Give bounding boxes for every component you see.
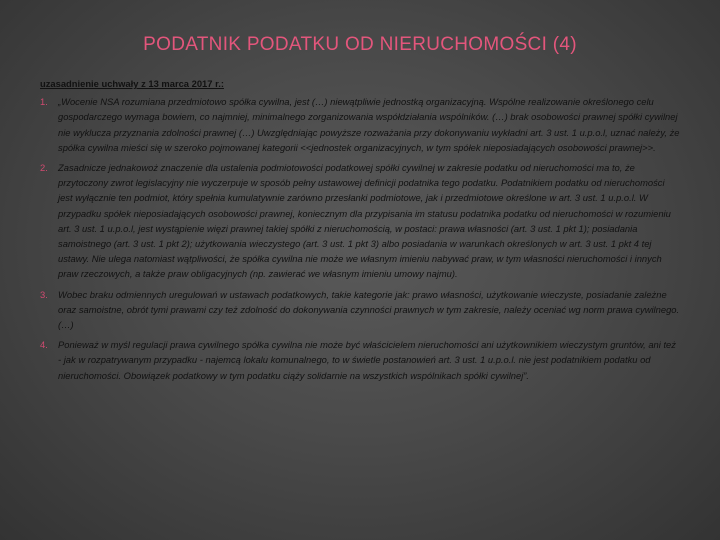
list-item-3	[40, 287, 680, 333]
section-heading: uzasadnienie uchwały z 13 marca 2017 r.:	[40, 78, 224, 89]
item-text: Ponieważ w myśl regulacji prawa cywilnego spółka cywilna nie może być właścicielem nieruchomości ani użytkownikiem wieczystym gruntów, ani też - jak w rozpatrywanym przypadku - najemcą lokalu komunalnego, to w świetle postanowień art. 3 ust. 1 u.p.o.l. nie jest podatnikiem podatku od nieruchomości. Obowiązek podatkowy w tym podatku ciąży solidarnie na wszystkich wspólnikach spółki cywilnej”.	[58, 339, 676, 381]
list-item-1	[40, 94, 680, 155]
slide-title: PODATNIK PODATKU OD NIERUCHOMOŚCI (4)	[143, 34, 577, 55]
item-text: Zasadnicze jednakowoż znaczenie dla ustalenia podmiotowości podatkowej spółki cywilnej w zakresie podatku od nieruchomości ma to, że przytoczony zwrot legislacyjny nie wyczerpuje w sposób pełny ustawowej definicji podatnika tego podatku. Podatnikiem podatku od nieruchomości jest wyłącznie ten podmiot, który spełnia kumulatywnie zarówno przesłanki podmiotowe, jak i przedmiotowe określone w art. 3 ust. 1 u.p.o.l. W przypadku spółek nieposiadających osobowości prawnej, koniecznym dla przypisania im statusu podatnika podatku od nieruchomości w rozumieniu art. 3 ust. 1 u.p.o.l, jest wystąpienie więzi prawnej takiej spółki z nieruchomością, w postaci: prawa własności (art. 3 ust. 1 pkt 1); posiadania samoistnego (art. 3 ust. 1 pkt 2); użytkowania wieczystego (art. 3 ust. 1 pkt 3) albo posiadania w warunkach określonych w art. 3 ust. 1 pkt 4 tej ustawy. Nie ulega natomiast wątpliwości, że spółka cywilna nie może we własnym imieniu nabywać praw, w tym własności nieruchomości i innych praw rzeczowych, a także praw obligacyjnych (np. zawierać we własnym imieniu umowy najmu).	[58, 162, 671, 280]
list-item-2	[40, 160, 680, 282]
slide-content	[40, 76, 680, 388]
item-number: 1.	[40, 96, 48, 108]
item-text: „Wocenie NSA rozumiana przedmiotowo spółka cywilna, jest (…) niewątpliwie jednostką organizacyjną. Wspólne realizowanie określonego celu gospodarczego wymaga bowiem, co najmniej, minimalnego zorganizowania współdziałania wspólników. (…) brak osobowości prawnej spółki cywilnej nie wyklucza przyznania zdolności prawnej (…) Uwzględniając powyższe rozważania przy dokonywaniu wykładni art. 3 ust. 1 u.p.o.l, uznać należy, że spółka cywilna mieści się w szeroko pojmowanej kategorii <<jednostek organizacyjnych, w tym spółek nieposiadających osobowości prawnej>>.	[58, 96, 680, 153]
item-text: Wobec braku odmiennych uregulowań w ustawach podatkowych, takie kategorie jak: prawo własności, użytkowanie wieczyste, posiadanie zależne oraz samoistne, obrót tymi prawami czy też zdolność do dokonywania czynności prawnych w tym zakresie, należy oceniać wg norm prawa cywilnego. (…)	[58, 288, 680, 331]
item-number: 2.	[40, 162, 48, 174]
item-number: 4.	[40, 339, 48, 351]
item-number: 3.	[40, 288, 48, 300]
numbered-list	[40, 94, 680, 383]
list-item-4	[40, 337, 680, 383]
